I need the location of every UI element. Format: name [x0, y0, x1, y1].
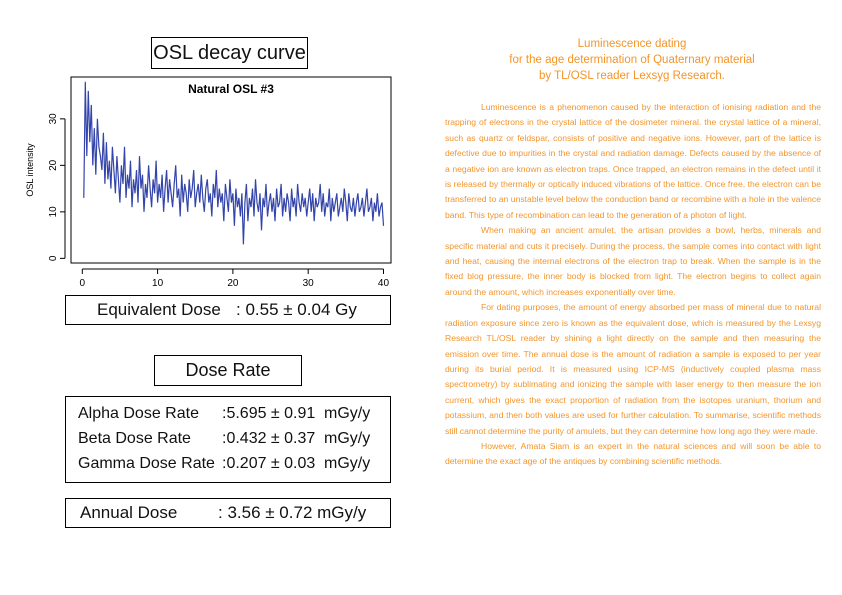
gamma-dose-rate-value: :0.207 ± 0.03	[222, 455, 316, 472]
beta-dose-rate-label: Beta Dose Rate	[78, 430, 191, 447]
equivalent-dose-value: : 0.55 ± 0.04 Gy	[236, 300, 357, 319]
y-axis	[48, 113, 65, 261]
x-tick-label: 0	[79, 278, 86, 289]
article-title	[440, 36, 824, 84]
annual-dose-label: Annual Dose	[80, 503, 178, 522]
article-body	[445, 100, 821, 470]
y-tick-label: 30	[48, 113, 59, 125]
y-tick-label: 20	[48, 159, 59, 171]
article-paragraph: Luminescence is a phenomenon caused by the interaction of ionising radiation and the trapping of electrons in the crystal lattice of the dosimeter mineral. the crystal lattice of a mineral, such as quartz or feldspar, consists of positive and negative ions. However, part of the lattice is defective due to impurities in the crystal and radiation damage. Defects caused by the absence of a negative ion are known as electron traps. Once trapped, an electron remains in the defect until it is released by thermally or optically induced vibrations of the lattice. Once free, the electron can be transferred to an unstable level below the conduction band or recombine with a hole in the valence band. This type of recombination can lead to the generation of a photon of light.	[445, 102, 821, 220]
x-tick-label: 10	[152, 278, 164, 289]
y-tick-label: 0	[48, 255, 59, 262]
osl-series-line	[84, 82, 384, 245]
annual-dose-value: : 3.56 ± 0.72 mGy/y	[218, 503, 367, 522]
beta-dose-rate-unit: mGy/y	[324, 430, 371, 447]
x-axis	[80, 269, 390, 289]
dose-rate-box	[65, 396, 391, 483]
gamma-dose-rate-unit: mGy/y	[324, 455, 371, 472]
x-tick-label: 20	[227, 278, 239, 289]
article-paragraph: When making an ancient amulet, the artisan provides a bowl, herbs, minerals and specific material and cuts it precisely. During the process, the sample comes into contact with light and heat, causing the internal electrons of the electron trap to break. When the sample is in the fixed blog pressure, the inner body is blocked from light. The electron begins to collect again around the amount, which increases exponentially over time.	[445, 225, 821, 297]
beta-dose-rate-value: :0.432 ± 0.37	[222, 430, 316, 447]
article-paragraph: However, Amata Siam is an expert in the natural sciences and will soon be able to determine the exact age of the antiques by combining scientific methods.	[445, 440, 821, 467]
dose-rate-title: Dose Rate	[185, 360, 271, 380]
x-tick-label: 30	[302, 278, 314, 289]
y-axis-label: OSL intensity	[25, 143, 35, 197]
equivalent-dose-label: Equivalent Dose	[97, 300, 221, 319]
x-tick-label: 40	[377, 278, 390, 289]
article-title-line: Luminescence dating	[577, 38, 687, 50]
plot-title: Natural OSL #3	[188, 82, 274, 96]
alpha-dose-rate-value: :5.695 ± 0.91	[222, 405, 316, 422]
y-tick-label: 10	[48, 206, 59, 218]
plot-frame	[71, 77, 391, 263]
chart-title-box-label: OSL decay curve	[153, 41, 306, 64]
article-title-line: by TL/OSL reader Lexsyg Research.	[538, 70, 725, 82]
alpha-dose-rate-unit: mGy/y	[324, 405, 371, 422]
annual-dose-box	[65, 498, 391, 528]
alpha-dose-rate-label: Alpha Dose Rate	[78, 405, 199, 422]
equivalent-dose-box	[65, 295, 391, 325]
article-title-line: for the age determination of Quaternary material	[509, 54, 755, 66]
dose-rate-title-box	[154, 355, 302, 386]
article-paragraph: For dating purposes, the amount of energy absorbed per mass of mineral due to natural radiation exposure since zero is known as the equivalent dose, which is measured by the Lexsyg Research TL/OSL reader by shining a light directly on the sample and then measuring the emission over time. The annual dose is the amount of radiation a sample is exposed to per year during its burial period. It is measured using ICP-MS (inductively coupled plasma mass spectrometry) by sublimating and ionizing the sample with laser energy to then measure the ion current, which gives the exact proportion of radiation from the isotopes uranium, thorium and potassium, and then both values are used for further calculation. To summarise, scientific methods still cannot determine the purity of amulets, but they can determine how long ago they were made.	[445, 302, 821, 436]
gamma-dose-rate-label: Gamma Dose Rate	[78, 455, 215, 472]
